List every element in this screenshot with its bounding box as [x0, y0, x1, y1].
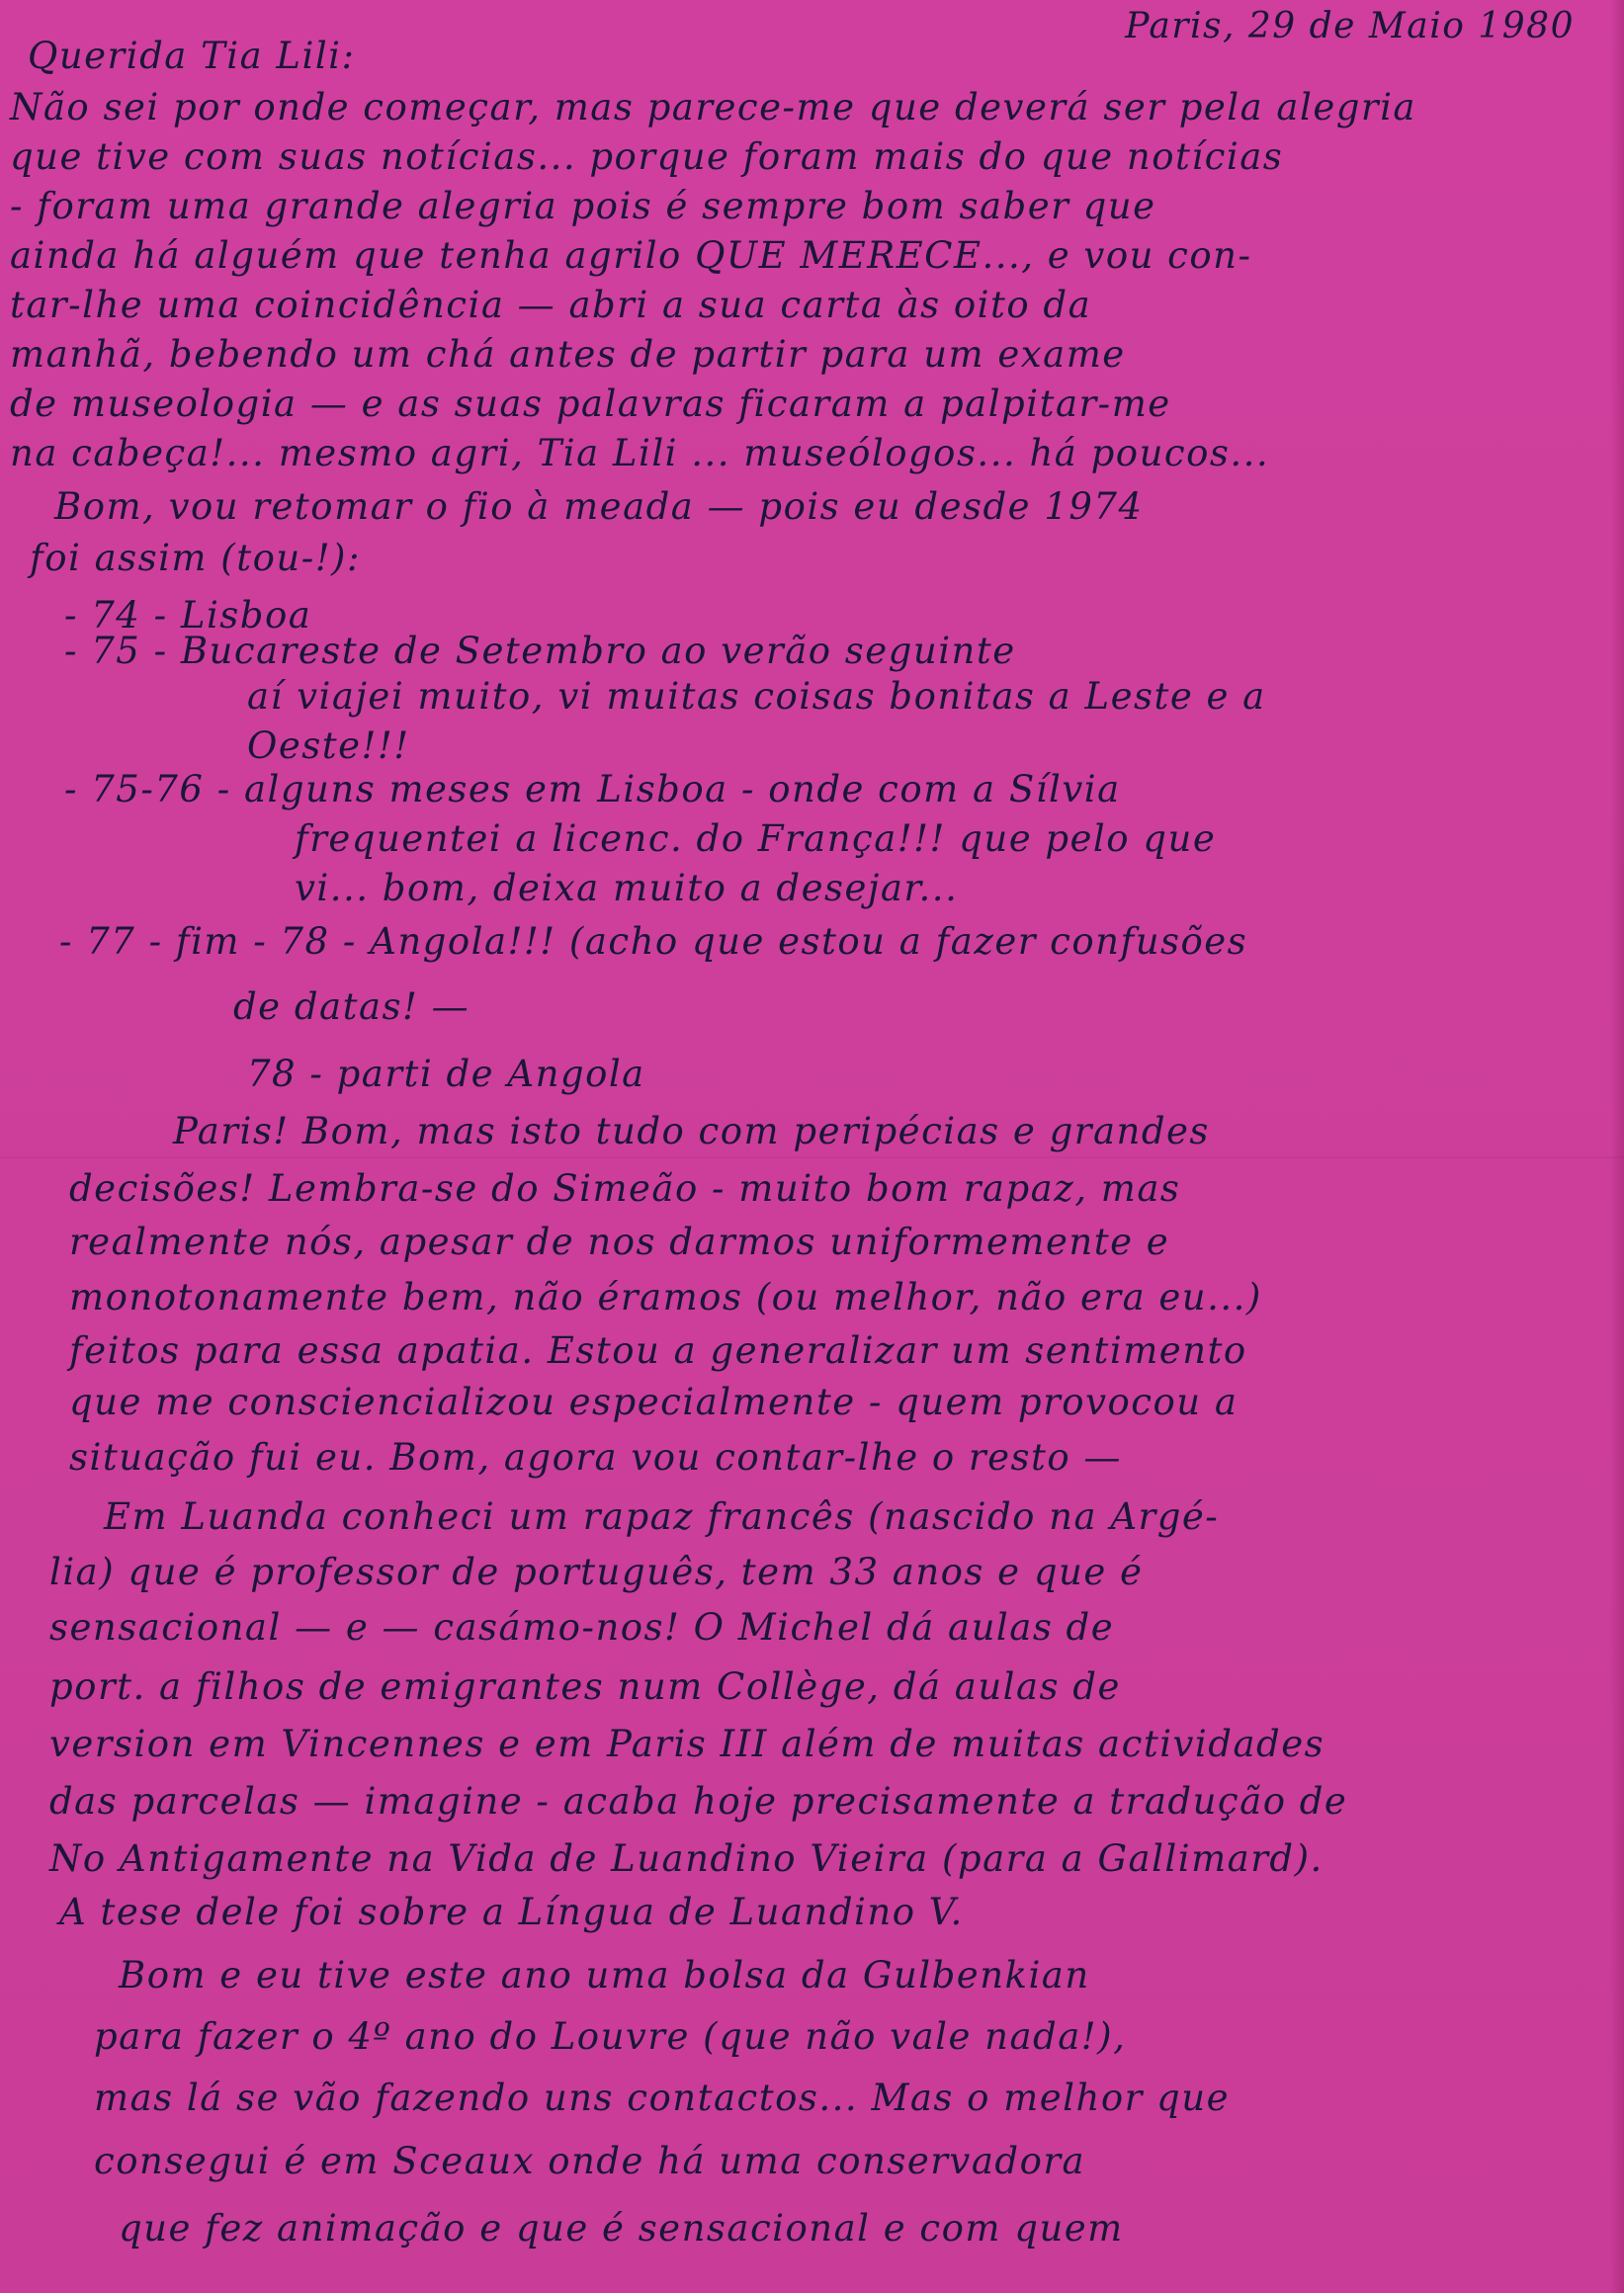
letter-line: que tive com suas notícias... porque foram mais do que notícias — [10, 135, 1284, 178]
letter-line: Querida Tia Lili: — [28, 35, 356, 77]
letter-line: - 74 - Lisboa — [64, 594, 312, 637]
letter-line: - 77 - fim - 78 - Angola!!! (acho que estou a fazer confusões — [59, 920, 1248, 963]
letter-line: de datas! — — [233, 985, 470, 1028]
letter-line: Paris! Bom, mas isto tudo com peripécias e grandes — [173, 1110, 1210, 1152]
letter-line: de museologia — e as suas palavras ficaram a palpitar-me — [10, 382, 1171, 425]
letter-line: frequentei a licenc. do França!!! que pelo que — [295, 817, 1217, 860]
letter-line: decisões! Lembra-se do Simeão - muito bom rapaz, mas — [69, 1167, 1181, 1210]
letter-line: realmente nós, apesar de nos darmos uniformemente e — [69, 1221, 1170, 1263]
letter-line: A tese dele foi sobre a Língua de Luandino V. — [59, 1891, 964, 1933]
letter-line: que fez animação e que é sensacional e com quem — [119, 2207, 1124, 2250]
letter-line: para fazer o 4º ano do Louvre (que não vale nada!), — [94, 2015, 1127, 2058]
letter-line: das parcelas — imagine - acaba hoje precisamente a tradução de — [49, 1780, 1348, 1823]
letter-line: - foram uma grande alegria pois é sempre bom saber que — [10, 185, 1156, 227]
letter-line: foi assim (tou-!): — [30, 537, 361, 579]
letter-line: Não sei por onde começar, mas parece-me que deverá ser pela alegria — [10, 86, 1416, 128]
letter-line: vi... bom, deixa muito a desejar... — [295, 867, 959, 909]
letter-line: Bom e eu tive este ano uma bolsa da Gulbenkian — [119, 1954, 1090, 1996]
paper-fold — [0, 1156, 1624, 1158]
letter-line: port. a filhos de emigrantes num Collège, dá aulas de — [49, 1665, 1121, 1708]
letter-line: consegui é em Sceaux onde há uma conservadora — [94, 2140, 1086, 2182]
letter-line: monotonamente bem, não éramos (ou melhor, não era eu...) — [69, 1276, 1262, 1318]
letter-line: Oeste!!! — [247, 724, 410, 767]
letter-line: manhã, bebendo um chá antes de partir para um exame — [10, 333, 1126, 376]
letter-line: 78 - parti de Angola — [247, 1053, 645, 1095]
letter-line: na cabeça!... mesmo agri, Tia Lili ... museólogos... há poucos... — [10, 432, 1270, 474]
letter-line: version em Vincennes e em Paris III além de muitas actividades — [49, 1723, 1325, 1765]
paper-edge — [1610, 0, 1624, 2293]
letter-line: sensacional — e — casámo-nos! O Michel dá aulas de — [49, 1606, 1115, 1649]
letter-line: situação fui eu. Bom, agora vou contar-lhe o resto — — [69, 1436, 1122, 1479]
letter-line: feitos para essa apatia. Estou a generalizar um sentimento — [69, 1329, 1247, 1372]
letter-line: tar-lhe uma coincidência — abri a sua carta às oito da — [10, 284, 1092, 326]
letter-line: Bom, vou retomar o fio à meada — pois eu desde 1974 — [54, 485, 1144, 528]
letter-line: mas lá se vão fazendo uns contactos... Mas o melhor que — [94, 2077, 1230, 2119]
letter-line: - 75-76 - alguns meses em Lisboa - onde com a Sílvia — [64, 768, 1121, 810]
letter-line: No Antigamente na Vida de Luandino Vieira (para a Gallimard). — [49, 1837, 1324, 1880]
letter-line: ainda há alguém que tenha agrilo QUE MERECE..., e vou con- — [10, 234, 1252, 277]
letter-line: que me consciencializou especialmente - quem provocou a — [69, 1381, 1239, 1423]
letter-date: Paris, 29 de Maio 1980 — [1125, 6, 1575, 46]
letter-line: lia) que é professor de português, tem 33 anos e que é — [49, 1551, 1144, 1593]
letter-line: Em Luanda conheci um rapaz francês (nascido na Argé- — [104, 1495, 1220, 1538]
letter-line: - 75 - Bucareste de Setembro ao verão seguinte — [64, 630, 1016, 672]
letter-line: aí viajei muito, vi muitas coisas bonitas a Leste e a — [247, 675, 1266, 718]
